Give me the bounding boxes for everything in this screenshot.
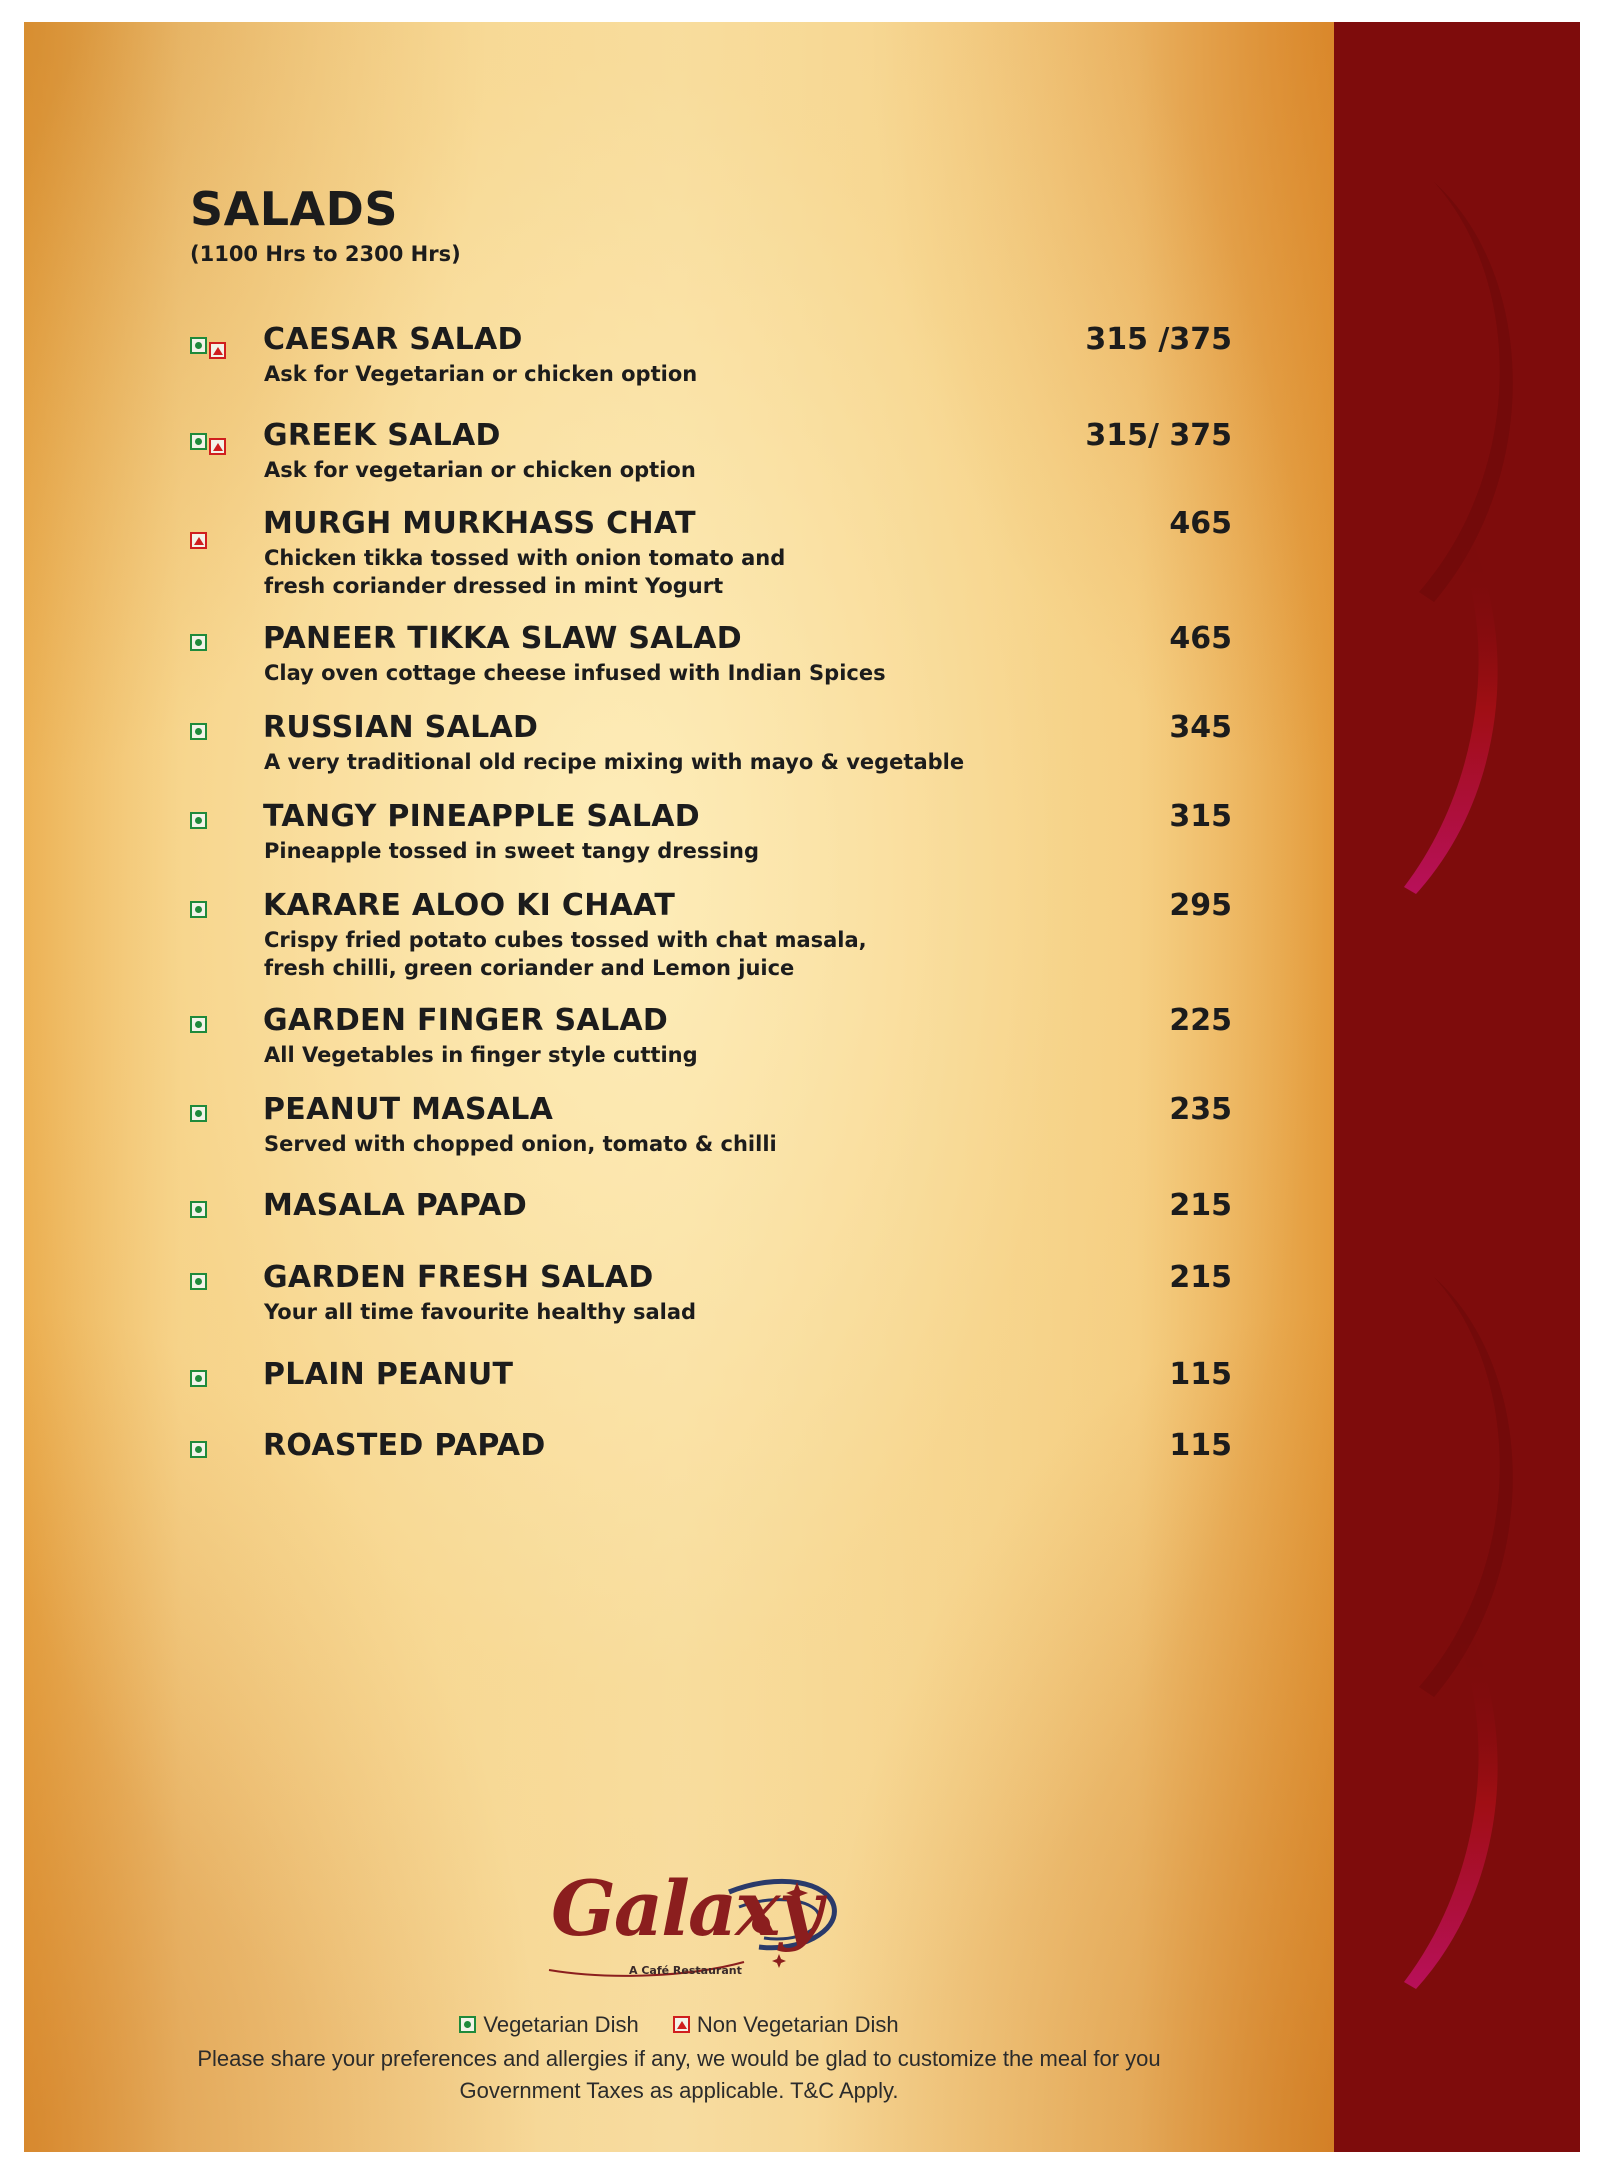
menu-item-name: ROASTED PAPAD [263,1428,546,1463]
veg-indicator-icon [459,2016,476,2033]
veg-indicator-icon [190,1016,207,1033]
menu-item-name: MURGH MURKHASS CHAT [263,506,696,541]
menu-item-price: 315 /375 [1085,322,1232,357]
menu-item-price: 345 [1169,710,1232,745]
menu-item-name: GARDEN FRESH SALAD [263,1260,654,1295]
swirl-ornament-icon [1334,22,1580,2152]
menu-item-description: All Vegetables in finger style cutting [264,1043,698,1067]
veg-indicator-icon [190,433,207,450]
menu-item-name: GARDEN FINGER SALAD [263,1003,669,1038]
page-title: SALADS [190,182,398,236]
menu-item-price: 115 [1169,1357,1232,1392]
menu-item-description: Your all time favourite healthy salad [264,1300,697,1324]
legend-veg [459,2012,638,2038]
menu-item-description: Ask for vegetarian or chicken option [264,458,696,482]
menu-item-description: A very traditional old recipe mixing with mayo & vegetable [264,750,965,774]
nonveg-indicator-icon [209,438,226,455]
legend-nonveg-label: Non Vegetarian Dish [696,2012,899,2037]
menu-item-price: 465 [1169,621,1232,656]
menu-item-price: 295 [1169,888,1232,923]
menu-item-description: Clay oven cottage cheese infused with Indian Spices [264,661,886,685]
paper-background [24,22,1334,2152]
menu-item-name: MASALA PAPAD [263,1188,528,1223]
brand-tagline: A Café Restaurant [629,1964,742,1977]
decorative-band [1334,22,1580,2152]
veg-indicator-icon [190,634,207,651]
veg-indicator-icon [190,1105,207,1122]
menu-item-name: KARARE ALOO KI CHAAT [263,888,676,923]
brand-logo [529,1852,859,2002]
veg-indicator-icon [190,1201,207,1218]
menu-item-name: TANGY PINEAPPLE SALAD [263,799,700,834]
menu-item-description: Pineapple tossed in sweet tangy dressing [264,839,760,863]
legend-nonveg [673,2012,899,2038]
veg-indicator-icon [190,337,207,354]
nonveg-indicator-icon [673,2016,690,2033]
menu-item-price: 315/ 375 [1085,418,1232,453]
veg-indicator-icon [190,812,207,829]
veg-indicator-icon [190,901,207,918]
footer-note: Please share your preferences and allergies if any, we would be glad to customize the meal for you [197,2046,1161,2071]
veg-indicator-icon [190,1273,207,1290]
dish-legend [24,2012,1334,2038]
menu-item-price: 115 [1169,1428,1232,1463]
menu-item-description: Served with chopped onion, tomato & chilli [264,1132,777,1156]
menu-item-description: Ask for Vegetarian or chicken option [264,362,698,386]
serving-hours: (1100 Hrs to 2300 Hrs) [190,242,461,266]
menu-item-price: 225 [1169,1003,1232,1038]
footer-taxes: Government Taxes as applicable. T&C Apply. [459,2078,899,2103]
menu-item-price: 315 [1169,799,1232,834]
brand-name: Galaxy [551,1864,821,1953]
nonveg-indicator-icon [190,532,207,549]
nonveg-indicator-icon [209,342,226,359]
menu-item-price: 215 [1169,1188,1232,1223]
menu-item-price: 465 [1169,506,1232,541]
menu-item-name: PEANUT MASALA [263,1092,554,1127]
menu-item-description: Chicken tikka tossed with onion tomato and fresh coriander dressed in mint Yogurt [264,546,786,598]
menu-item-name: PLAIN PEANUT [263,1357,514,1392]
menu-page [24,22,1580,2152]
veg-indicator-icon [190,723,207,740]
menu-item-price: 235 [1169,1092,1232,1127]
veg-indicator-icon [190,1441,207,1458]
menu-item-name: GREEK SALAD [263,418,501,453]
menu-item-name: CAESAR SALAD [263,322,523,357]
menu-item-name: RUSSIAN SALAD [263,710,539,745]
menu-item-description: Crispy fried potato cubes tossed with chat masala, fresh chilli, green coriander and Lemon juice [264,928,867,980]
menu-item-name: PANEER TIKKA SLAW SALAD [263,621,742,656]
menu-item-price: 215 [1169,1260,1232,1295]
veg-indicator-icon [190,1370,207,1387]
legend-veg-label: Vegetarian Dish [483,2012,639,2037]
